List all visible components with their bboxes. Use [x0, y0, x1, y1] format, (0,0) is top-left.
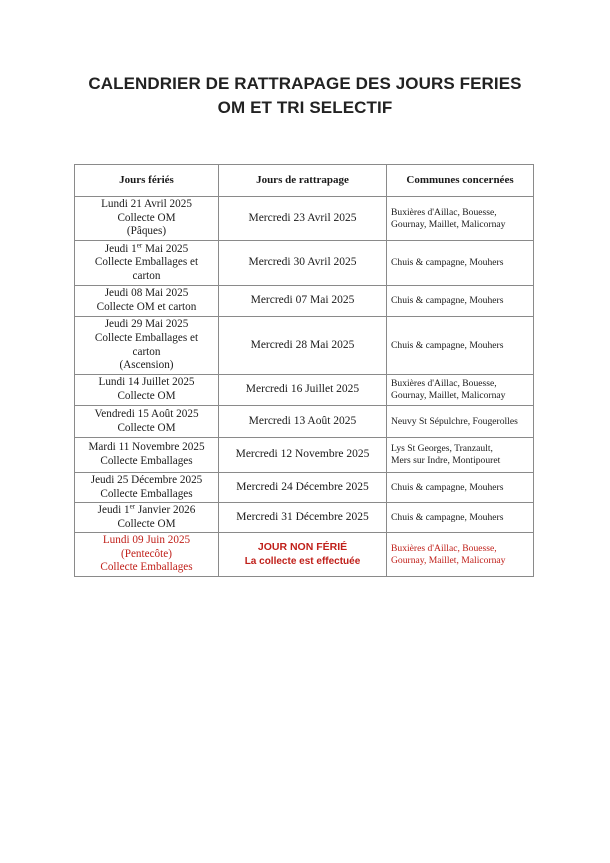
communes-line: Buxières d'Aillac, Bouesse,: [391, 206, 497, 218]
communes-line: Mers sur Indre, Montipouret: [391, 455, 501, 466]
table-row: [75, 533, 534, 577]
cell-communes: [387, 406, 534, 438]
ferie-line: (Ascension): [119, 359, 174, 372]
communes-line: Gournay, Maillet, Malicornay: [391, 390, 506, 401]
communes-line: Lys St Georges, Tranzault,: [391, 443, 493, 454]
ferie-line: Lundi 21 Avril 2025: [101, 198, 192, 211]
cell-jour-ferie: [75, 317, 219, 375]
communes-line: Neuvy St Sépulchre, Fougerolles: [391, 415, 518, 427]
ferie-line: (Pentecôte): [121, 547, 172, 560]
ferie-line: Collecte Emballages: [100, 487, 193, 500]
rattrapage-line: Mercredi 24 Décembre 2025: [236, 480, 369, 493]
rattrapage-line: Mercredi 12 Novembre 2025: [235, 448, 370, 461]
rattrapage-line: Mercredi 07 Mai 2025: [250, 294, 355, 307]
ferie-line: Jeudi 25 Décembre 2025: [90, 473, 203, 486]
cell-jour-rattrapage: [219, 375, 387, 406]
communes-line: Buxières d'Aillac, Bouesse,: [391, 542, 497, 554]
ferie-line: Jeudi 08 Mai 2025: [104, 287, 189, 300]
cell-jour-ferie: [75, 241, 219, 286]
holiday-catch-up-table: [74, 164, 534, 577]
ferie-line: (Pâques): [126, 225, 167, 238]
cell-jour-ferie: [75, 438, 219, 473]
ferie-line: carton: [132, 345, 161, 358]
cell-jour-rattrapage: [219, 473, 387, 503]
cell-jour-ferie: [75, 197, 219, 241]
communes-line: Chuis & campagne, Mouhers: [391, 257, 504, 268]
communes-line: Chuis & campagne, Mouhers: [391, 295, 504, 306]
cell-jour-rattrapage: [219, 503, 387, 533]
cell-communes: [387, 375, 534, 406]
communes-line: Chuis & campagne, Mouhers: [391, 339, 504, 351]
cell-jour-rattrapage: [219, 317, 387, 375]
cell-communes: [387, 533, 534, 577]
cell-communes: [387, 286, 534, 317]
rattrapage-line: Mercredi 28 Mai 2025: [250, 338, 355, 351]
ferie-date-line: Jeudi 1er Janvier 2026: [97, 502, 196, 516]
rattrapage-line: Mercredi 13 Août 2025: [248, 414, 357, 427]
communes-line: Gournay, Maillet, Malicornay: [391, 554, 506, 566]
ferie-line: Collecte OM: [117, 390, 176, 402]
cell-communes: [387, 438, 534, 473]
table-row: [75, 241, 534, 286]
cell-communes: [387, 241, 534, 286]
communes-line: Gournay, Maillet, Malicornay: [391, 218, 506, 230]
cell-communes: [387, 503, 534, 533]
table-row: [75, 473, 534, 503]
cell-communes: [387, 317, 534, 375]
rattrapage-line: Mercredi 30 Avril 2025: [248, 256, 357, 269]
header-jours-rattrapage: Jours de rattrapage: [219, 165, 387, 197]
ferie-line: Vendredi 15 Août 2025: [94, 407, 199, 420]
document-title-line2: OM ET TRI SELECTIF: [217, 98, 393, 117]
table-row: [75, 317, 534, 375]
table-row: [75, 375, 534, 406]
communes-line: Chuis & campagne, Mouhers: [391, 511, 504, 523]
ferie-line: Collecte OM: [117, 517, 176, 530]
cell-communes: [387, 473, 534, 503]
ferie-line: Collecte Emballages et: [94, 256, 199, 269]
ferie-line: Collecte Emballages et: [94, 331, 199, 344]
cell-jour-rattrapage: [219, 241, 387, 286]
ferie-date-line: Jeudi 1er Mai 2025: [104, 240, 189, 255]
cell-jour-rattrapage: [219, 438, 387, 473]
cell-jour-rattrapage: [219, 286, 387, 317]
cell-jour-ferie: [75, 473, 219, 503]
ferie-line: Lundi 14 Juillet 2025: [98, 376, 195, 389]
header-communes: Communes concernées: [387, 165, 534, 197]
ferie-line: Collecte Emballages: [100, 455, 193, 467]
ferie-line: carton: [132, 269, 161, 282]
ferie-line: Jeudi 29 Mai 2025: [104, 318, 189, 331]
communes-line: Buxières d'Aillac, Bouesse,: [391, 378, 497, 389]
rattrapage-line: Mercredi 23 Avril 2025: [248, 211, 357, 224]
ferie-line: Lundi 09 Juin 2025: [102, 534, 191, 547]
document-title-line1: CALENDRIER DE RATTRAPAGE DES JOURS FERIES: [88, 74, 522, 93]
rattrapage-line: Mercredi 31 Décembre 2025: [236, 510, 369, 523]
cell-jour-rattrapage: [219, 533, 387, 577]
rattrapage-line: La collecte est effectuée: [244, 555, 361, 567]
rattrapage-line: Mercredi 16 Juillet 2025: [245, 383, 360, 396]
cell-jour-ferie: [75, 533, 219, 577]
cell-jour-ferie: [75, 503, 219, 533]
table-row: [75, 503, 534, 533]
cell-jour-ferie: [75, 375, 219, 406]
communes-line: Chuis & campagne, Mouhers: [391, 481, 504, 493]
ferie-line: Collecte Emballages: [100, 561, 193, 574]
header-jours-feries: Jours fériés: [75, 165, 219, 197]
cell-communes: [387, 197, 534, 241]
cell-jour-ferie: [75, 286, 219, 317]
table-body: [75, 197, 534, 577]
ferie-line: Collecte OM: [117, 211, 176, 224]
rattrapage-line: JOUR NON FÉRIÉ: [257, 540, 348, 553]
table-row: [75, 438, 534, 473]
table-header-row: [75, 165, 534, 197]
cell-jour-ferie: [75, 406, 219, 438]
ferie-line: Collecte OM et carton: [96, 301, 197, 313]
cell-jour-rattrapage: [219, 406, 387, 438]
table-row: [75, 406, 534, 438]
ferie-line: Mardi 11 Novembre 2025: [88, 441, 205, 454]
table-row: [75, 286, 534, 317]
cell-jour-rattrapage: [219, 197, 387, 241]
table-row: [75, 197, 534, 241]
ferie-line: Collecte OM: [117, 421, 176, 434]
